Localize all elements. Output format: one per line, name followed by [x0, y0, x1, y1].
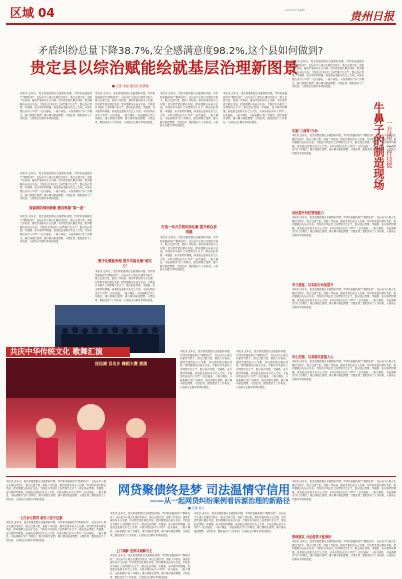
- article-col-1c: 本报讯 近年来，贵定县聚焦群众急难愁盼问题，坚持和发展新时代"枫桥经验"，以综治中心规范化建设为抓手，整合资源力量，创新工作机制，推动矛盾纠纷多元化解，切实把矛盾化解在基层、把问题解决在萌芽状态，不断提升基层社会治理现代化水平，群众的获得感、幸福感、安全感持续增强。县委政法委相关负责人介绍，全县各级综治中心坚持"一站式接收、一揽子调处、全链条解决"的工作模式，推行网格化管理，建立健全排查预警、分级处置、跟踪回访等工作机制，有效防范化解各类风险隐患。: [20, 215, 92, 244]
- bottom-col-1: 本报讯 近年来，贵定县聚焦群众急难愁盼问题，坚持和发展新时代"枫桥经验"，以综治中心规范化建设为抓手，整合资源力量，创新工作机制，推动矛盾纠纷多元化解，切实把矛盾化解在基层、把问题解决在萌芽状态，不断提升基层社会治理现代化水平，群众的获得感、幸福感、安全感持续增强。县委政法委相关负责人介绍，全县各级综治中心坚持"一站式接收、一揽子调处、全链条解决"的工作模式，推行网格化管理，建立健全排查预警、分级处置、跟踪回访等工作机制，有效防范化解各类风险隐患。: [6, 480, 106, 501]
- article-col-1: 本报讯 近年来，贵定县聚焦群众急难愁盼问题，坚持和发展新时代"枫桥经验"，以综治中心规范化建设为抓手，整合资源力量，创新工作机制，推动矛盾纠纷多元化解，切实把矛盾化解在基层、把问题解决在萌芽状态，不断提升基层社会治理现代化水平，群众的获得感、幸福感、安全感持续增强。县委政法委相关负责人介绍，全县各级综治中心坚持"一站式接收、一揽子调处、全链条解决"的工作模式，推行网格化管理，建立健全排查预警、分级处置、跟踪回访等工作机制，有效防范化解各类风险隐患。: [20, 92, 92, 121]
- bottom-byline: ■ 记者 杨兰: [188, 506, 205, 510]
- paper-logo: 贵州日报: [350, 10, 394, 23]
- page-number: 04: [38, 6, 55, 20]
- side-text-3: 本报讯 近年来，贵定县聚焦群众急难愁盼问题，坚持和发展新时代"枫桥经验"，以综治中心规范化建设为抓手，整合资源力量，创新工作机制，推动矛盾纠纷多元化解，切实把矛盾化解在基层、把问题解决在萌芽状态，不断提升基层社会治理现代化水平，群众的获得感、幸福感、安全感持续增强。县委政法委相关负责人介绍，全县各级综治中心坚持"一站式接收、一揽子调处、全链条解决"的工作模式，推行网格化管理，建立健全排查预警、分级处置、跟踪回访等工作机制，有效防范化解各类风险隐患。: [292, 288, 396, 309]
- bottom-col-4: 本报讯 近年来，贵定县聚焦群众急难愁盼问题，坚持和发展新时代"枫桥经验"，以综治中心规范化建设为抓手，整合资源力量，创新工作机制，推动矛盾纠纷多元化解，切实把矛盾化解在基层、把问题解决在萌芽状态，不断提升基层社会治理现代化水平，群众的获得感、幸福感、安全感持续增强。县委政法委相关负责人介绍，全县各级综治中心坚持"一站式接收、一揽子调处、全链条解决"的工作模式，推行网格化管理，建立健全排查预警、分级处置、跟踪回访等工作机制，有效防范化解各类风险隐患。: [292, 480, 396, 501]
- side-head-2: 加快提升科技管理能力: [292, 211, 324, 215]
- bottom-head-3: 律师建议 合法借贷才能维权: [292, 535, 332, 539]
- photo-police: [55, 305, 165, 353]
- date-line: 2023年6月7日 星期三: [285, 10, 306, 12]
- side-vertical-sub: 一方法、一样技能: [385, 120, 392, 168]
- article-col-4: 本报讯 近年来，贵定县聚焦群众急难愁盼问题，坚持和发展新时代"枫桥经验"，以综治中心规范化建设为抓手，整合资源力量，创新工作机制，推动矛盾纠纷多元化解，切实把矛盾化解在基层、把问题解决在萌芽状态，不断提升基层社会治理现代化水平，群众的获得感、幸福感、安全感持续增强。县委政法委相关负责人介绍，全县各级综治中心坚持"一站式接收、一揽子调处、全链条解决"的工作模式，推行网格化管理，建立健全排查预警、分级处置、跟踪回访等工作机制，有效防范化解各类风险隐患。: [223, 92, 287, 124]
- bottom-col-2: 本报讯 近年来，贵定县聚焦群众急难愁盼问题，坚持和发展新时代"枫桥经验"，以综治中心规范化建设为抓手，整合资源力量，创新工作机制，推动矛盾纠纷多元化解，切实把矛盾化解在基层、把问题解决在萌芽状态，不断提升基层社会治理现代化水平，群众的获得感、幸福感、安全感持续增强。县委政法委相关负责人介绍，全县各级综治中心坚持"一站式接收、一揽子调处、全链条解决"的工作模式，推行网格化管理，建立健全排查预警、分级处置、跟踪回访等工作机制，有效防范化解各类风险隐患。: [110, 512, 190, 537]
- photo-caption: 抚仙湖 百名乡 舞蹈大赛 展演: [95, 361, 148, 366]
- article-col-3: 本报讯 近年来，贵定县聚焦群众急难愁盼问题，坚持和发展新时代"枫桥经验"，以综治中心规范化建设为抓手，整合资源力量，创新工作机制，推动矛盾纠纷多元化解，切实把矛盾化解在基层、把问题解决在萌芽状态，不断提升基层社会治理现代化水平，群众的获得感、幸福感、安全感持续增强。县委政法委相关负责人介绍，全县各级综治中心坚持"一站式接收、一揽子调处、全链条解决"的工作模式，推行网格化管理，建立健全排查预警、分级处置、跟踪回访等工作机制，有效防范化解各类风险隐患。: [160, 92, 218, 128]
- section-title: 区域 04: [10, 6, 55, 20]
- bottom-head-2: 上门调解 坚持以调解为主: [116, 549, 153, 553]
- article-col-1b: 本报讯 近年来，贵定县聚焦群众急难愁盼问题，坚持和发展新时代"枫桥经验"，以综治中心规范化建设为抓手，整合资源力量，创新工作机制，推动矛盾纠纷多元化解，切实把矛盾化解在基层、把问题解决在萌芽状态，不断提升基层社会治理现代化水平，群众的获得感、幸福感、安全感持续增强。县委政法委相关负责人介绍，全县各级综治中心坚持"一站式接收、一揽子调处、全链条解决"的工作模式，推行网格化管理，建立健全排查预警、分级处置、跟踪回访等工作机制，有效防范化解各类风险隐患。: [20, 172, 92, 201]
- mid-text-1: 本报讯 近年来，贵定县聚焦群众急难愁盼问题，坚持和发展新时代"枫桥经验"，以综治中心规范化建设为抓手，整合资源力量，创新工作机制，推动矛盾纠纷多元化解，切实把矛盾化解在基层、把问题解决在萌芽状态，不断提升基层社会治理现代化水平，群众的获得感、幸福感、安全感持续增强。县委政法委相关负责人介绍，全县各级综治中心坚持"一站式接收、一揽子调处、全链条解决"的工作模式，推行网格化管理，建立健全排查预警、分级处置、跟踪回访等工作机制，有效防范化解各类风险隐患。: [180, 350, 232, 389]
- article-col-2: 本报讯 近年来，贵定县聚焦群众急难愁盼问题，坚持和发展新时代"枫桥经验"，以综治中心规范化建设为抓手，整合资源力量，创新工作机制，推动矛盾纠纷多元化解，切实把矛盾化解在基层、把问题解决在萌芽状态，不断提升基层社会治理现代化水平，群众的获得感、幸福感、安全感持续增强。县委政法委相关负责人介绍，全县各级综治中心坚持"一站式接收、一揽子调处、全链条解决"的工作模式，推行网格化管理，建立健全排查预警、分级处置、跟踪回访等工作机制，有效防范化解各类风险隐患。: [95, 92, 155, 124]
- side-head-4: 用心用情，以真情实意稳人心: [292, 355, 334, 359]
- main-headline: 贵定县以综治赋能绘就基层治理新图景: [30, 59, 299, 77]
- side-text-2: 本报讯 近年来，贵定县聚焦群众急难愁盼问题，坚持和发展新时代"枫桥经验"，以综治中心规范化建设为抓手，整合资源力量，创新工作机制，推动矛盾纠纷多元化解，切实把矛盾化解在基层、把问题解决在萌芽状态，不断提升基层社会治理现代化水平，群众的获得感、幸福感、安全感持续增强。县委政法委相关负责人介绍，全县各级综治中心坚持"一站式接收、一揽子调处、全链条解决"的工作模式，推行网格化管理，建立健全排查预警、分级处置、跟踪回访等工作机制，有效防范化解各类风险隐患。: [292, 216, 396, 237]
- side-head-3: 学习借鉴，以实际行动促提升: [292, 283, 334, 287]
- article-col-3b: 本报讯 近年来，贵定县聚焦群众急难愁盼问题，坚持和发展新时代"枫桥经验"，以综治中心规范化建设为抓手，整合资源力量，创新工作机制，推动矛盾纠纷多元化解，切实把矛盾化解在基层、把问题解决在萌芽状态，不断提升基层社会治理现代化水平，群众的获得感、幸福感、安全感持续增强。县委政法委相关负责人介绍，全县各级综治中心坚持"一站式接收、一揽子调处、全链条解决"的工作模式，推行网格化管理，建立健全排查预警、分级处置、跟踪回访等工作机制，有效防范化解各类风险隐患。: [160, 236, 218, 272]
- bottom-col-2b: 本报讯 近年来，贵定县聚焦群众急难愁盼问题，坚持和发展新时代"枫桥经验"，以综治中心规范化建设为抓手，整合资源力量，创新工作机制，推动矛盾纠纷多元化解，切实把矛盾化解在基层、把问题解决在萌芽状态，不断提升基层社会治理现代化水平，群众的获得感、幸福感、安全感持续增强。县委政法委相关负责人介绍，全县各级综治中心坚持"一站式接收、一揽子调处、全链条解决"的工作模式，推行网格化管理，建立健全排查预警、分级处置、跟踪回访等工作机制，有效防范化解各类风险隐患。: [110, 554, 190, 579]
- bottom-col-3: 本报讯 近年来，贵定县聚焦群众急难愁盼问题，坚持和发展新时代"枫桥经验"，以综治中心规范化建设为抓手，整合资源力量，创新工作机制，推动矛盾纠纷多元化解，切实把矛盾化解在基层、把问题解决在萌芽状态，不断提升基层社会治理现代化水平，群众的获得感、幸福感、安全感持续增强。县委政法委相关负责人介绍，全县各级综治中心坚持"一站式接收、一揽子调处、全链条解决"的工作模式，推行网格化管理，建立健全排查预警、分级处置、跟踪回访等工作机制，有效防范化解各类风险隐患。: [194, 512, 286, 533]
- bottom-headline: 网贷聚债终是梦 司法温情守信用: [118, 483, 291, 497]
- masthead-rule: [6, 23, 396, 25]
- photo-dance: [6, 358, 176, 468]
- bottom-col-4b: 本报讯 近年来，贵定县聚焦群众急难愁盼问题，坚持和发展新时代"枫桥经验"，以综治中心规范化建设为抓手，整合资源力量，创新工作机制，推动矛盾纠纷多元化解，切实把矛盾化解在基层、把问题解决在萌芽状态，不断提升基层社会治理现代化水平，群众的获得感、幸福感、安全感持续增强。县委政法委相关负责人介绍，全县各级综治中心坚持"一站式接收、一揽子调处、全链条解决"的工作模式，推行网格化管理，建立健全排查预警、分级处置、跟踪回访等工作机制，有效防范化解各类风险隐患。: [292, 540, 396, 561]
- bottom-head-1: 七百余元网贷 被告人拒不还款: [20, 516, 63, 520]
- bottom-subheadline: ——从一起网贷纠纷案例看诉源治理的新路径: [150, 497, 290, 505]
- bottom-col-1b: 本报讯 近年来，贵定县聚焦群众急难愁盼问题，坚持和发展新时代"枫桥经验"，以综治中心规范化建设为抓手，整合资源力量，创新工作机制，推动矛盾纠纷多元化解，切实把矛盾化解在基层、把问题解决在萌芽状态，不断提升基层社会治理现代化水平，群众的获得感、幸福感、安全感持续增强。县委政法委相关负责人介绍，全县各级综治中心坚持"一站式接收、一揽子调处、全链条解决"的工作模式，推行网格化管理，建立健全排查预警、分级处置、跟踪回访等工作机制，有效防范化解各类风险隐患。: [6, 521, 106, 542]
- subhead-3: 打造一站式矛盾纠纷化解 提升群众获得感: [161, 225, 217, 234]
- mid-text-2: 本报讯 近年来，贵定县聚焦群众急难愁盼问题，坚持和发展新时代"枫桥经验"，以综治中心规范化建设为抓手，整合资源力量，创新工作机制，推动矛盾纠纷多元化解，切实把矛盾化解在基层、把问题解决在萌芽状态，不断提升基层社会治理现代化水平，群众的获得感、幸福感、安全感持续增强。县委政法委相关负责人介绍，全县各级综治中心坚持"一站式接收、一揽子调处、全链条解决"的工作模式，推行网格化管理，建立健全排查预警、分级处置、跟踪回访等工作机制，有效防范化解各类风险隐患。: [236, 350, 288, 389]
- side-intro: 本报讯 近年来，贵定县聚焦群众急难愁盼问题，坚持和发展新时代"枫桥经验"，以综治中心规范化建设为抓手，整合资源力量，创新工作机制，推动矛盾纠纷多元化解，切实把矛盾化解在基层、把问题解决在萌芽状态，不断提升基层社会治理现代化水平，群众的获得感、幸福感、安全感持续增强。县委政法委相关负责人介绍，全县各级综治中心坚持"一站式接收、一揽子调处、全链条解决"的工作模式，推行网格化管理，建立健全排查预警、分级处置、跟踪回访等工作机制，有效防范化解各类风险隐患。: [292, 60, 364, 89]
- side-vertical-title: 牛鼻子的制造现场: [372, 102, 385, 190]
- bottom-rule: [6, 476, 396, 477]
- subhead-1: 探索群防群治新路 激活维稳"第一道": [29, 206, 85, 210]
- culture-banner: 共庆中华传统文化 歌舞汇演: [6, 347, 130, 357]
- side-text-4: 本报讯 近年来，贵定县聚焦群众急难愁盼问题，坚持和发展新时代"枫桥经验"，以综治中心规范化建设为抓手，整合资源力量，创新工作机制，推动矛盾纠纷多元化解，切实把矛盾化解在基层、把问题解决在萌芽状态，不断提升基层社会治理现代化水平，群众的获得感、幸福感、安全感持续增强。县委政法委相关负责人介绍，全县各级综治中心坚持"一站式接收、一揽子调处、全链条解决"的工作模式，推行网格化管理，建立健全排查预警、分级处置、跟踪回访等工作机制，有效防范化解各类风险隐患。: [292, 360, 396, 381]
- subhead-2: 数字化赋能治理 提升风险化解"硬实力": [98, 259, 152, 268]
- byline: ■ 记者 李娟 通讯员 杨勇刚: [112, 84, 149, 88]
- article-col-2b: 本报讯 近年来，贵定县聚焦群众急难愁盼问题，坚持和发展新时代"枫桥经验"，以综治中心规范化建设为抓手，整合资源力量，创新工作机制，推动矛盾纠纷多元化解，切实把矛盾化解在基层、把问题解决在萌芽状态，不断提升基层社会治理现代化水平，群众的获得感、幸福感、安全感持续增强。县委政法委相关负责人介绍，全县各级综治中心坚持"一站式接收、一揽子调处、全链条解决"的工作模式，推行网格化管理，建立健全排查预警、分级处置、跟踪回访等工作机制，有效防范化解各类风险隐患。: [95, 270, 155, 302]
- side-text-1: 本报讯 近年来，贵定县聚焦群众急难愁盼问题，坚持和发展新时代"枫桥经验"，以综治中心规范化建设为抓手，整合资源力量，创新工作机制，推动矛盾纠纷多元化解，切实把矛盾化解在基层、把问题解决在萌芽状态，不断提升基层社会治理现代化水平，群众的获得感、幸福感、安全感持续增强。县委政法委相关负责人介绍，全县各级综治中心坚持"一站式接收、一揽子调处、全链条解决"的工作模式，推行网格化管理，建立健全排查预警、分级处置、跟踪回访等工作机制，有效防范化解各类风险隐患。: [292, 134, 396, 155]
- side-head-1: 实施"三清零"行动: [292, 129, 318, 133]
- kicker-headline: 矛盾纠纷总量下降38.7%,安全感满意度98.2%,这个县如何做到?: [38, 46, 324, 57]
